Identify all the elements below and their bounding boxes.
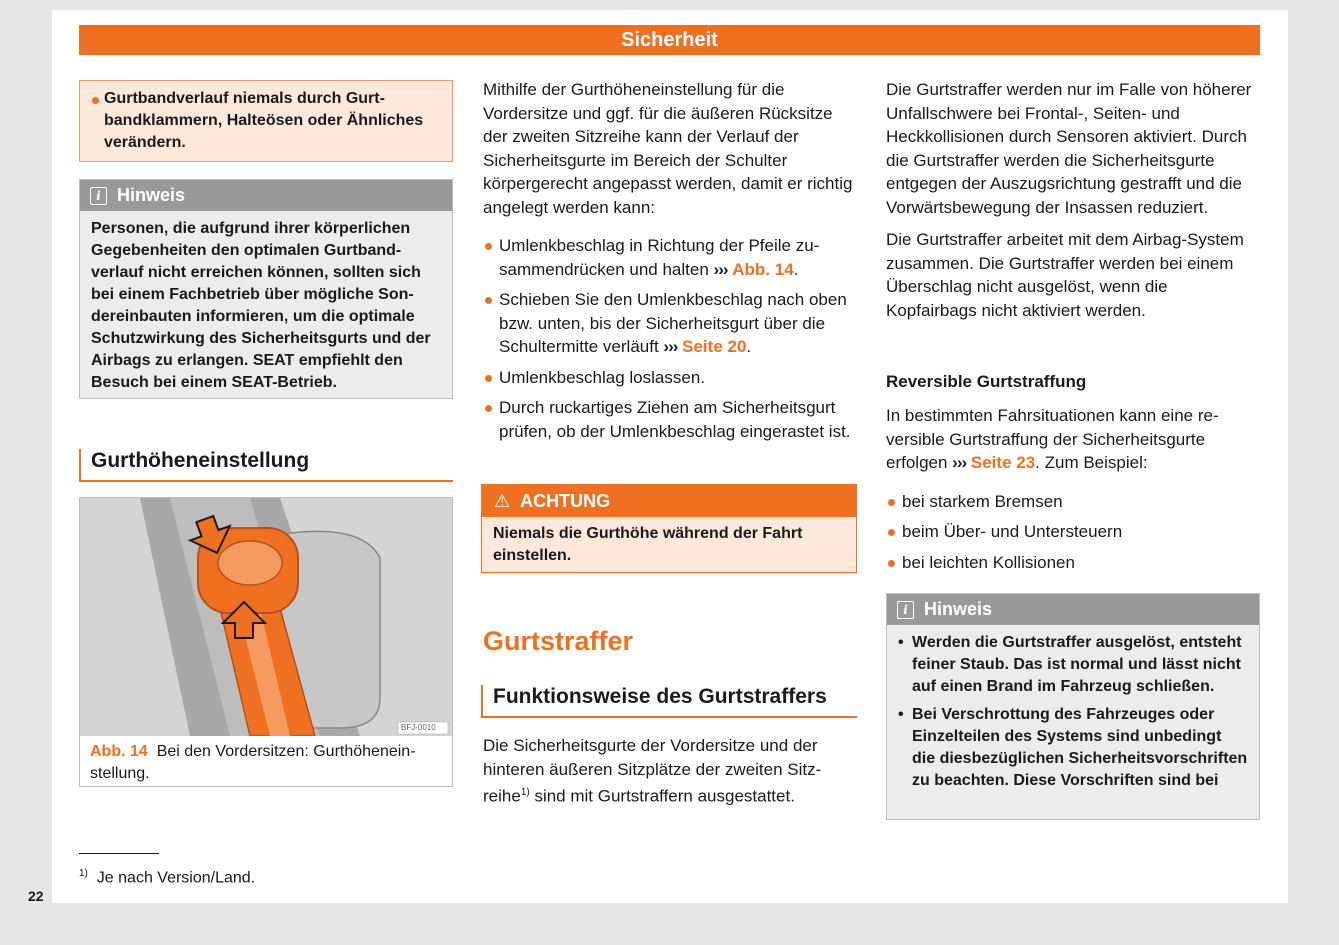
figure-14	[79, 497, 453, 787]
figure-code: BFJ-0010	[401, 723, 436, 732]
ref-abb-14[interactable]: Abb. 14	[732, 259, 794, 279]
footnote-rule	[79, 853, 159, 854]
ref-arrows: ›››	[713, 259, 728, 279]
footnote-mark: 1)	[79, 868, 88, 879]
column-2	[483, 78, 855, 450]
body-text-end: sind mit Gurtstraffern ausgestattet.	[534, 786, 795, 806]
figure-caption	[90, 741, 440, 785]
intro-paragraph: Mithilfe der Gurthöheneinstellung für die Vordersitze und ggf. für die äußeren Rücksitze der zweiten Sitzreihe kann der Verlauf der Sicherheitsgurte im Bereich der Schulter körpergerecht angepasst werden, damit er richtig angelegt werden kann:	[483, 80, 853, 217]
info-icon: i	[897, 601, 914, 619]
hinweis-title: Hinweis	[924, 599, 993, 619]
para-1: Die Gurtstraffer werden nur im Falle von höherer Unfallschwere bei Frontal-, Seiten- und Heckkollisionen durch Sensoren aktiviert. Durch die Gurtstraffer werden die Sicherheitsgurte entgegen der Auszugsrichtung gestrafft und die Vorwärtsbewegung der Insassen reduziert.	[886, 80, 1252, 217]
figure-label: Abb. 14	[90, 743, 148, 760]
hinweis-item-2: • Bei Verschrottung des Fahrzeuges oder Einzelteilen des Systems sind unbedingt die diesbezüglichen Sicherheitsvorschriften zu beachten. Diese Vorschriften sind bei	[898, 706, 1248, 789]
para-3-text: In bestimmten Fahrsituationen kann eine reversible Gurtstraffung der Sicherheitsgurte erfolgen	[886, 406, 1219, 472]
page-header: Sicherheit	[79, 25, 1260, 55]
hinweis-item-1: • Werden die Gurtstraffer ausgelöst, entsteht feiner Staub. Das ist normal und lässt nicht auf einen Brand im Fahrzeug schließen.	[898, 634, 1242, 695]
hinweis-item-1-text: Werden die Gurtstraffer ausgelöst, entsteht feiner Staub. Das ist normal und lässt nicht auf einen Brand im Fahrzeug schließen.	[912, 634, 1242, 695]
figure-caption-text: Bei den Vordersitzen: Gurthöheneinstellung.	[90, 743, 416, 782]
subtitle-reversible: Reversible Gurtstraffung	[886, 372, 1087, 391]
step-4: Durch ruckartiges Ziehen am Sicherheitsgurt prüfen, ob der Umlenkbeschlag eingerastet ist.	[483, 396, 855, 443]
step-1-text: Umlenkbeschlag in Richtung der Pfeile zusammendrücken und halten	[499, 236, 820, 279]
step-1: Umlenkbeschlag in Richtung der Pfeile zusammendrücken und halten ››› Abb. 14.	[483, 234, 855, 281]
step-3: Umlenkbeschlag loslassen.	[483, 366, 855, 390]
example-bullet: bei starkem Bremsen	[886, 490, 1258, 514]
section-title-funktionsweise: Funktionsweise des Gurtstraffers	[481, 685, 857, 718]
page-number: 22	[28, 888, 44, 904]
hinweis-item-2-text: Bei Verschrottung des Fahrzeuges oder Einzelteilen des Systems sind unbedingt die diesbezüglichen Sicherheitsvorschriften zu beachten. Diese Vorschriften sind bei	[912, 706, 1248, 789]
hinweis-text: Personen, die aufgrund ihrer körperlichen Gegebenheiten den optimalen Gurtbandverlauf nicht erreichen können, sollten sich bei einem Fachbetrieb über mögliche Sondereinbauten informieren, um die optimale Schutzwirkung des Sicherheitsgurts und der Airbags zu erlangen. SEAT empfiehlt den Besuch bei einem SEAT-Betrieb.	[91, 220, 431, 391]
ref-arrows: ›››	[663, 337, 678, 356]
example-bullet: bei leichten Kollisionen	[886, 551, 1258, 575]
figure-illustration	[80, 498, 452, 736]
ref-arrows: ›››	[952, 453, 967, 472]
belt-height-illustration	[80, 498, 452, 736]
hinweis-header	[80, 180, 452, 211]
column-3-lower	[886, 404, 1258, 581]
warning-box	[79, 80, 453, 162]
gurtstraffer-body	[483, 734, 855, 817]
achtung-title: ACHTUNG	[520, 491, 611, 511]
section-title-gurthoehe: Gurthöheneinstellung	[79, 449, 453, 482]
footnote-marker: 1)	[520, 787, 530, 798]
ref-seite-20[interactable]: Seite 20	[682, 337, 747, 356]
example-bullet: beim Über- und Untersteuern	[886, 520, 1258, 544]
hinweis-header	[887, 594, 1259, 625]
footnote-text: Je nach Version/Land.	[96, 869, 256, 887]
info-icon: i	[90, 187, 107, 205]
warning-bullet: Gurtbandverlauf niemals durch Gurtbandklammern, Halteösen oder Ähnliches verändern.	[90, 88, 442, 154]
step-2-text: Schieben Sie den Umlenkbeschlag nach oben bzw. unten, bis der Sicherheitsgurt über die Schultermitte verläuft	[499, 290, 847, 356]
chapter-title-gurtstraffer: Gurtstraffer	[483, 626, 634, 656]
hinweis-body	[887, 625, 1259, 799]
achtung-header	[482, 485, 856, 517]
hinweis-box-2	[886, 593, 1260, 820]
para-2: Die Gurtstraffer arbeitet mit dem Airbag-System zusammen. Die Gurtstraffer werden bei einem Überschlag nicht ausgelöst, wenn die Kopfairbags nicht aktiviert werden.	[886, 230, 1244, 320]
achtung-box	[481, 484, 857, 573]
hinweis-title: Hinweis	[117, 185, 186, 205]
column-3	[886, 78, 1258, 331]
para-3-end: . Zum Beispiel:	[1035, 453, 1148, 472]
ref-seite-23[interactable]: Seite 23	[970, 453, 1036, 472]
footnote	[79, 868, 255, 887]
hinweis-box-1	[79, 179, 453, 399]
step-2: Schieben Sie den Umlenkbeschlag nach oben bzw. unten, bis der Sicherheitsgurt über die Schultermitte verläuft ››› Seite 20.	[483, 288, 855, 359]
achtung-text: Niemals die Gurthöhe während der Fahrt einstellen.	[493, 525, 803, 564]
body-text: Die Sicherheitsgurte der Vordersitze und der hinteren äußeren Sitzplätze der zweiten Sitzreihe	[483, 736, 822, 806]
warning-triangle-icon: ⚠	[494, 491, 511, 511]
